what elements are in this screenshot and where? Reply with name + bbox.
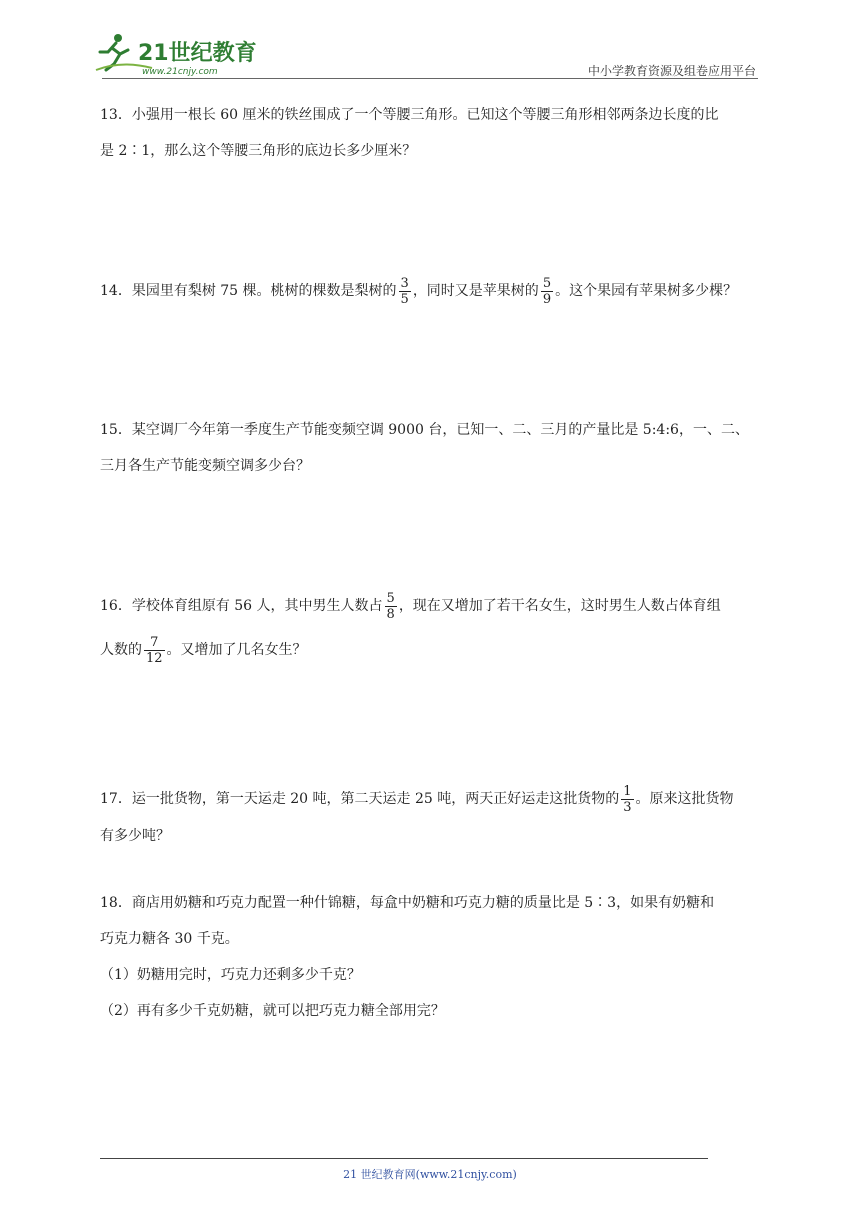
question-14-text-2: ，同时又是苹果树的 (412, 283, 539, 299)
fraction-5-9: $\frac{5}{9}$ (542, 275, 552, 307)
fraction-1-3: $\frac{1}{3}$ (623, 783, 632, 815)
question-16-text-1: 16．学校体育组原有 56 人，其中男生人数占 (100, 598, 383, 614)
question-16-line-1 (100, 587, 765, 625)
footer-divider (100, 1158, 708, 1159)
question-16-text-4: 。又增加了几名女生？ (166, 642, 307, 658)
question-18-line-1: 18．商店用奶糖和巧克力配置一种什锦糖，每盒中奶糖和巧克力糖的质量比是 5∶3，如果有奶糖和 (100, 895, 715, 911)
question-14-text-3: 。这个果园有苹果树多少棵？ (555, 283, 738, 299)
question-17-text-2: 。原来这批货物 (635, 791, 734, 807)
question-18-sub-1: （1）奶糖用完时，巧克力还剩多少千克？ (100, 967, 361, 983)
question-18-line-2: 巧克力糖各 30 千克。 (100, 931, 239, 947)
svg-text:www.21cnjy.com: www.21cnjy.com (142, 67, 218, 77)
question-17-line-2: 有多少吨？ (100, 828, 170, 844)
question-17-line-1 (100, 780, 765, 818)
fraction-7-12: $\frac{7}{12}$ (146, 634, 163, 666)
logo (92, 30, 262, 78)
svg-text:21世纪教育: 21世纪教育 (138, 41, 257, 66)
question-14 (100, 273, 765, 309)
question-16-text-3: 人数的 (100, 642, 142, 658)
question-16-line-2 (100, 625, 765, 675)
question-18 (100, 885, 765, 1029)
page-header (0, 0, 860, 80)
question-15-line-1: 15．某空调厂今年第一季度生产节能变频空调 9000 台，已知一、二、三月的产量比是 5:4:6，一、二、 (100, 422, 749, 438)
question-13-line-1: 13．小强用一根长 60 厘米的铁丝围成了一个等腰三角形。已知这个等腰三角形相邻两条边长度的比 (100, 107, 719, 123)
question-13 (100, 97, 765, 169)
fraction-3-5: $\frac{3}{5}$ (400, 275, 409, 307)
fraction-5-8: $\frac{5}{8}$ (386, 590, 395, 622)
question-18-sub-2: （2）再有多少千克奶糖，就可以把巧克力糖全部用完？ (100, 1003, 445, 1019)
question-15 (100, 412, 765, 484)
question-16 (100, 587, 765, 675)
question-13-line-2: 是 2∶1，那么这个等腰三角形的底边长多少厘米？ (100, 143, 417, 159)
question-14-text-1: 14．果园里有梨树 75 棵。桃树的棵数是梨树的 (100, 283, 397, 299)
page-footer: 21 世纪教育网(www.21cnjy.com) (343, 1168, 517, 1181)
question-14-line-1 (100, 273, 765, 309)
question-17 (100, 780, 765, 854)
question-15-line-2: 三月各生产节能变频空调多少台？ (100, 458, 310, 474)
site-tagline: 中小学教育资源及组卷应用平台 (587, 64, 756, 78)
question-16-text-2: ，现在又增加了若干名女生，这时男生人数占体育组 (398, 598, 721, 614)
question-17-text-1: 17．运一批货物，第一天运走 20 吨，第二天运走 25 吨，两天正好运走这批货物的 (100, 791, 620, 807)
header-divider (102, 78, 758, 79)
